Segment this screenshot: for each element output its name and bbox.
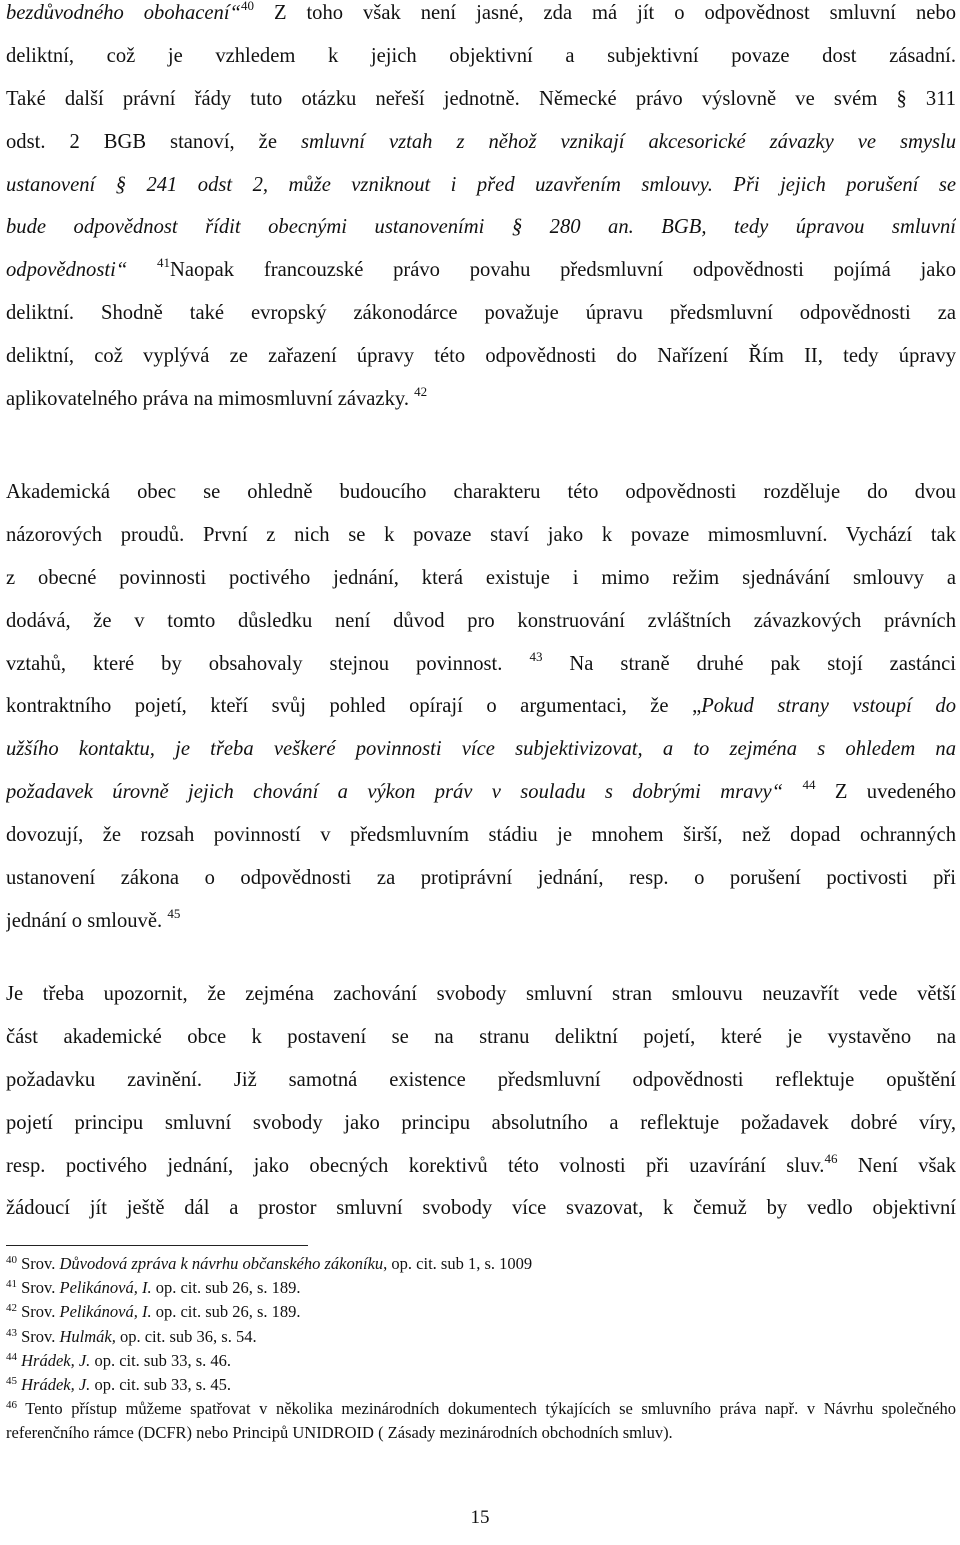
text-line [6,900,956,943]
text-span: resp. poctivého jednání, jako obecných korektivů této volnosti při uzavírání sluv. [6,1154,825,1177]
footnote-44 [6,1350,956,1374]
italic-text: Pelikánová, I. [59,1278,152,1298]
footnote-46 [6,1398,956,1444]
text-line: deliktní, což vyplývá ze zařazení úpravy této odpovědnosti do Nařízení Řím II, tedy úpravy [6,345,956,368]
footnote-43 [6,1326,956,1350]
italic-text: Důvodová zpráva k návrhu občanského zákoníku [59,1254,384,1273]
text-span: vztahů, které by obsahovaly stejnou povinnost. [6,652,503,675]
italic-text: odpovědnosti“ [6,259,128,282]
paragraph-2 [6,471,956,943]
footnote-text: Srov. [17,1302,60,1322]
text-line [6,249,956,292]
text-line [6,685,956,728]
footnote-41 [6,1277,956,1301]
text-line: deliktní, což je vzhledem k jejich objektivní a subjektivní povaze dost zásadní. [6,44,956,67]
text-line: pojetí principu smluvní svobody jako principu absolutního a reflektuje požadavek dobré víry, [6,1111,956,1134]
text-span: Z uvedeného [815,781,956,804]
text-span: Naopak francouzské právo povahu předsmluvní odpovědnosti pojímá jako [170,259,956,282]
italic-text: Pelikánová, I. [59,1302,152,1322]
italic-text: užšího kontaktu, je třeba veškeré povinnosti více subjektivizovat, a to zejména s ohledem na [6,738,956,761]
text-span: Není však [837,1154,956,1177]
italic-text: Hrádek, J. [21,1350,91,1370]
footnote-text: op. cit. sub 33, s. 45. [90,1375,232,1395]
footnote-text: op. cit. sub 36, s. 54. [115,1326,257,1346]
footnote-ref-44[interactable]: 44 [802,777,816,793]
footnote-ref-40[interactable]: 40 [241,0,254,13]
footnote-ref-41[interactable]: 41 [157,255,171,271]
footnote-ref-46[interactable]: 46 [824,1150,838,1166]
text-line: dovozují, že rozsah povinností v předsmluvním stádiu je mnohem širší, než dopad ochranných [6,824,956,847]
footnote-text: op. cit. sub 26, s. 189. [151,1302,301,1322]
footnote-number: 45 [6,1375,17,1388]
footnote-text: op. cit. sub 33, s. 46. [90,1350,232,1370]
italic-text: Pokud strany vstoupí do [701,695,956,718]
text-line [6,378,956,421]
footnotes [6,1253,956,1445]
italic-text: BGB, tedy úpravou smluvní [633,216,956,239]
text-line [6,0,956,35]
text-span: kontraktního pojetí, kteří svůj pohled opírají o argumentaci, že „ [6,695,702,718]
text-line: deliktní. Shodně také evropský zákonodárce považuje úpravu předsmluvní odpovědnosti za [6,302,956,325]
footnote-text: op. cit. sub 26, s. 189. [151,1278,301,1298]
text-line: ustanovení zákona o odpovědnosti za protiprávní jednání, resp. o porušení poctivosti při [6,867,956,890]
italic-text: Při jejich porušení se [712,173,956,196]
footnote-ref-45[interactable]: 45 [167,905,181,921]
footnote-separator [6,1245,308,1246]
footnote-42 [6,1301,956,1325]
text-span: jednání o smlouvě. [6,909,163,932]
text-line [6,206,956,249]
italic-text: bezdůvodného obohacení“ [6,2,241,24]
italic-text: bude odpovědnost řídit obecnými ustanoveními § 280 an. [6,216,634,239]
footnote-number: 40 [6,1254,17,1266]
footnote-ref-42[interactable]: 42 [414,384,428,400]
text-line: žádoucí jít ještě dál a prostor smluvní svobody více svazovat, k čemuž by vedlo objektivní [6,1197,956,1220]
text-span: odst. 2 BGB stanoví, že [6,130,301,153]
text-line [6,728,956,771]
footnote-number: 46 [6,1399,17,1412]
footnote-number: 42 [6,1302,17,1315]
text-line: Akademická obec se ohledně budoucího charakteru této odpovědnosti rozděluje do dvou [6,481,956,503]
italic-text: Hrádek, J. [21,1375,91,1395]
footnote-text: Srov. [17,1326,60,1346]
italic-text: ustanovení § 241 odst 2, může vzniknout i před uzavřením smlouvy. [6,173,713,196]
text-line: Také další právní řády tuto otázku neřeší jednotně. Německé právo výslovně ve svém § 311 [6,87,956,110]
text-line: dodává, že v tomto důsledku není důvod pro konstruování zvláštních závazkových právních [6,609,956,632]
footnote-number: 41 [6,1278,17,1291]
text-line: Je třeba upozornit, že zejména zachování svobody smluvní stran smlouvu neuzavřít vede větší [6,983,956,1005]
italic-text: Hulmák, [59,1326,116,1346]
text-line [6,121,956,164]
footnote-text: Srov. [17,1278,60,1298]
text-line [6,643,956,686]
text-line: z obecné povinnosti poctivého jednání, která existuje i mimo režim sjednávání smlouvy a [6,566,956,589]
footnote-text: Tento přístup můžeme spatřovat v několika mezinárodních dokumentech týkajících se smluvního práva např. v Návrhu společného referenčního rámce (DCFR) nebo Principů UNIDROID ( Zásady mezinárodních obchodních smluv). [6,1399,956,1443]
footnote-text: , op. cit. sub 1, s. 1009 [383,1254,533,1273]
text-span: aplikovatelného práva na mimosmluvní závazky. [6,388,409,411]
footnote-number: 43 [6,1326,17,1339]
text-line: část akademické obce k postavení se na stranu deliktní pojetí, které je vystavěno na [6,1025,956,1048]
footnote-45 [6,1374,956,1398]
paragraph-1 [6,0,956,421]
text-line: požadavku zavinění. Již samotná existence předsmluvní odpovědnosti reflektuje opuštění [6,1068,956,1091]
italic-text: požadavek úrovně jejich chování a výkon práv v souladu s dobrými mravy“ [6,781,784,804]
footnote-ref-43[interactable]: 43 [529,648,543,664]
page-number: 15 [470,1507,490,1528]
footnote-text: Srov. [17,1254,60,1273]
footnote-40 [6,1253,956,1277]
text-line [6,771,956,814]
text-line: názorových proudů. První z nich se k povaze staví jako k povaze mimosmluvní. Vychází tak [6,523,956,546]
text-line [6,1145,956,1188]
footnote-number: 44 [6,1350,17,1363]
text-span: Na straně druhé pak stojí zastánci [542,652,956,675]
italic-text: smluvní vztah z něhož vznikají akcesorické závazky ve smyslu [300,130,956,153]
text-span: Z toho však není jasné, zda má jít o odpovědnost smluvní nebo [254,2,956,24]
paragraph-3 [6,973,956,1230]
text-line [6,164,956,207]
